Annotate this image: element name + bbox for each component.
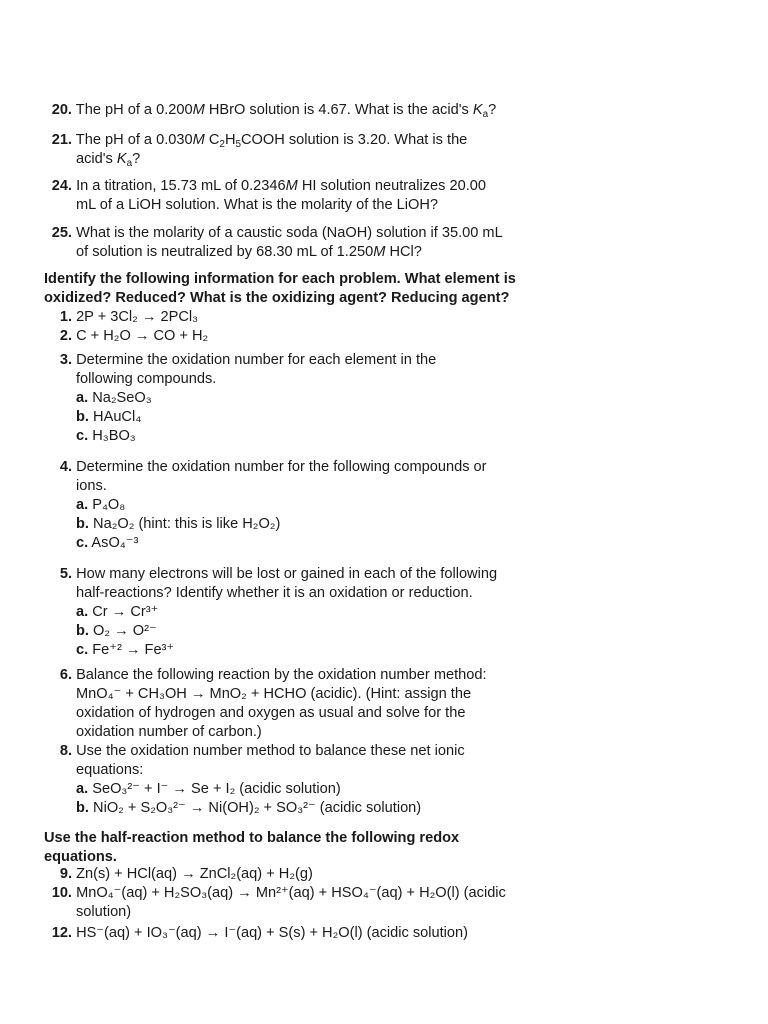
item-number: 5. <box>59 566 72 582</box>
subscript: 2 <box>219 139 225 151</box>
problem-24-cont: mL of a LiOH solution. What is the molarity of the LiOH? <box>76 197 439 213</box>
subscript: 5 <box>235 139 241 151</box>
item-1 <box>44 308 198 327</box>
punctuation: ? <box>132 151 141 167</box>
sub-label: b. <box>76 409 89 425</box>
item-4b <box>76 515 280 534</box>
item-4c <box>76 534 138 553</box>
equation: C + H₂O → CO + H₂ <box>76 328 209 344</box>
problem-21-cont <box>76 150 140 169</box>
problem-25 <box>44 224 503 243</box>
section-heading: Identify the following information for each problem. What element is <box>44 271 516 287</box>
item-8a <box>76 780 341 799</box>
item-10 <box>44 884 506 903</box>
item-number: 3. <box>59 352 72 368</box>
equation: 2P + 3Cl₂ → 2PCl₃ <box>76 309 199 325</box>
problem-number: 24. <box>51 178 72 194</box>
item-5c <box>76 641 174 660</box>
item-2 <box>44 327 208 346</box>
problem-number: 25. <box>51 225 72 241</box>
problem-text: of solution is neutralized by 68.30 mL of 1.250 <box>76 244 374 260</box>
item-number: 6. <box>59 667 72 683</box>
molar-unit: M <box>192 102 205 118</box>
half-reaction: Cr → Cr³⁺ <box>92 604 159 620</box>
problem-text: The pH of a 0.030 <box>75 132 193 148</box>
problem-24 <box>44 177 486 196</box>
problem-25-cont <box>76 243 422 262</box>
item-5 <box>44 565 497 584</box>
item-3 <box>44 351 436 370</box>
problem-text: What is the molarity of a caustic soda (NaOH) solution if 35.00 mL <box>76 225 503 241</box>
sub-label: a. <box>76 390 89 406</box>
formula: P₄O₈ <box>92 497 126 513</box>
item-4-cont: ions. <box>76 478 107 494</box>
equation: Zn(s) + HCl(aq) → ZnCl₂(aq) + H₂(g) <box>76 866 313 882</box>
item-10-cont: solution) <box>76 904 132 920</box>
problem-text: HCl? <box>389 244 422 260</box>
item-number: 2. <box>59 328 72 344</box>
item-4 <box>44 458 487 477</box>
item-3c <box>76 427 136 446</box>
item-number: 10. <box>51 885 72 901</box>
half-reaction: O₂ → O²⁻ <box>93 623 157 639</box>
item-text: How many electrons will be lost or gained in each of the following <box>76 566 498 582</box>
formula: C <box>208 132 220 148</box>
sub-label: a. <box>76 497 89 513</box>
formula: H <box>224 132 236 148</box>
molar-unit: M <box>373 244 386 260</box>
item-number: 12. <box>51 925 72 941</box>
punctuation: ? <box>488 102 497 118</box>
equation: MnO₄⁻(aq) + H₂SO₃(aq) → Mn²⁺(aq) + HSO₄⁻(aq) + H₂O(l) (acidic <box>76 885 506 901</box>
ka-symbol: K <box>472 102 483 118</box>
molar-unit: M <box>285 178 298 194</box>
item-number: 4. <box>59 459 72 475</box>
formula: HAuCl₄ <box>93 409 142 425</box>
sub-label: b. <box>76 623 89 639</box>
problem-number: 21. <box>51 132 72 148</box>
sub-label: c. <box>76 642 89 658</box>
problem-text: acid's <box>76 151 113 167</box>
problem-text: The pH of a 0.200 <box>75 102 193 118</box>
formula: AsO₄⁻³ <box>91 535 139 551</box>
item-3b <box>76 408 141 427</box>
item-5b <box>76 622 157 641</box>
sub-label: c. <box>76 535 89 551</box>
problem-text: COOH solution is 3.20. What is the <box>241 132 468 148</box>
problem-text: HI solution neutralizes 20.00 <box>301 178 487 194</box>
sub-label: b. <box>76 800 89 816</box>
sub-label: b. <box>76 516 89 532</box>
item-text: Balance the following reaction by the oxidation number method: <box>76 667 487 683</box>
item-5a <box>76 603 158 622</box>
equation: SeO₃²⁻ + I⁻ → Se + I₂ (acidic solution) <box>92 781 341 797</box>
formula: Na₂O₂ (hint: this is like H₂O₂) <box>93 516 281 532</box>
section-heading-2-cont: equations. <box>44 849 117 865</box>
equation: NiO₂ + S₂O₃²⁻ → Ni(OH)₂ + SO₃²⁻ (acidic solution) <box>93 800 422 816</box>
problem-text: In a titration, 15.73 mL of 0.2346 <box>76 178 286 194</box>
sub-label: a. <box>76 604 89 620</box>
section-heading-2: Use the half-reaction method to balance the following redox <box>44 830 460 846</box>
formula: H₃BO₃ <box>92 428 136 444</box>
item-text: Determine the oxidation number for the following compounds or <box>76 459 487 475</box>
item-number: 9. <box>59 866 72 882</box>
problem-21 <box>44 131 467 150</box>
problem-20 <box>44 101 496 120</box>
equation: HS⁻(aq) + IO₃⁻(aq) → I⁻(aq) + S(s) + H₂O(l) (acidic solution) <box>76 925 469 941</box>
molar-unit: M <box>192 132 205 148</box>
subscript: a <box>126 158 133 170</box>
section-heading-cont: oxidized? Reduced? What is the oxidizing agent? Reducing agent? <box>44 290 510 306</box>
formula: Na₂SeO₃ <box>92 390 152 406</box>
item-3-cont: following compounds. <box>76 371 217 387</box>
item-8b <box>76 799 421 818</box>
item-6 <box>44 666 487 685</box>
item-9 <box>44 865 313 884</box>
item-8 <box>44 742 465 761</box>
item-text: Determine the oxidation number for each element in the <box>76 352 437 368</box>
sub-label: c. <box>76 428 89 444</box>
item-number: 1. <box>59 309 72 325</box>
item-6-cont: oxidation of hydrogen and oxygen as usual and solve for the <box>76 705 466 721</box>
item-4a <box>76 496 125 515</box>
item-text: Use the oxidation number method to balance these net ionic <box>76 743 465 759</box>
sub-label: a. <box>76 781 89 797</box>
item-6-cont2: oxidation number of carbon.) <box>76 724 262 740</box>
item-12 <box>44 924 468 943</box>
item-3a <box>76 389 152 408</box>
item-number: 8. <box>59 743 72 759</box>
problem-number: 20. <box>51 102 72 118</box>
item-8-cont: equations: <box>76 762 144 778</box>
subscript: a <box>482 109 489 121</box>
item-5-cont: half-reactions? Identify whether it is an oxidation or reduction. <box>76 585 473 601</box>
ka-symbol: K <box>116 151 127 167</box>
item-6-eq: MnO₄⁻ + CH₃OH → MnO₂ + HCHO (acidic). (Hint: assign the <box>76 686 472 702</box>
problem-text: HBrO solution is 4.67. What is the acid's <box>208 102 469 118</box>
half-reaction: Fe⁺² → Fe³⁺ <box>92 642 175 658</box>
